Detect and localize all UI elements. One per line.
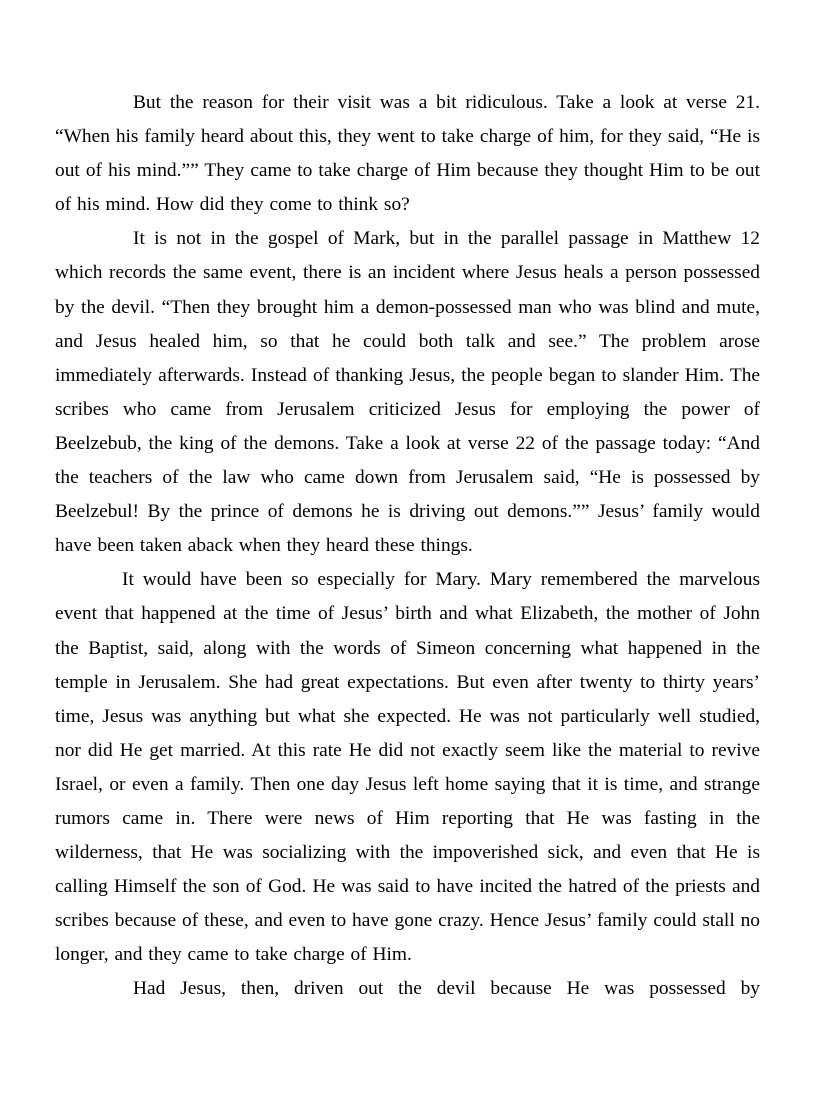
paragraph-2: It is not in the gospel of Mark, but in the parallel passage in Matthew 12 which records the same event, there is an incident where Jesus heals a person possessed by the devil. “Then they brought him a demon-possessed man who was blind and mute, and Jesus healed him, so that he could both talk and see.” The problem arose immediately afterwards. Instead of thanking Jesus, the people began to slander Him. The scribes who came from Jerusalem criticized Jesus for employing the power of Beelzebub, the king of the demons. Take a look at verse 22 of the passage today: “And the teachers of the law who came down from Jerusalem said, “He is possessed by Beelzebul! By the prince of demons he is driving out demons.”” Jesus’ family would have been taken aback when they heard these things. bbox=[55, 228, 760, 557]
paragraph-1: But the reason for their visit was a bit ridiculous. Take a look at verse 21. “When his family heard about this, they went to take charge of him, for they said, “He is out of his mind.”” They came to take charge of Him because they thought Him to be out of his mind. How did they come to think so? bbox=[55, 92, 760, 216]
paragraph-4: Had Jesus, then, driven out the devil because He was possessed by bbox=[133, 978, 760, 1000]
paragraph-3: It would have been so especially for Mary. Mary remembered the marvelous event that happened at the time of Jesus’ birth and what Elizabeth, the mother of John the Baptist, said, along with the words of Simeon concerning what happened in the temple in Jerusalem. She had great expectations. But even after twenty to thirty years’ time, Jesus was anything but what she expected. He was not particularly well studied, nor did He get married. At this rate He did not exactly seem like the material to revive Israel, or even a family. Then one day Jesus left home saying that it is time, and strange rumors came in. There were news of Him reporting that He was fasting in the wilderness, that He was socializing with the impoverished sick, and even that He is calling Himself the son of God. He was said to have incited the hatred of the priests and scribes because of these, and even to have gone crazy. Hence Jesus’ family could stall no longer, and they came to take charge of Him. bbox=[55, 569, 760, 966]
document-page bbox=[55, 86, 760, 1007]
